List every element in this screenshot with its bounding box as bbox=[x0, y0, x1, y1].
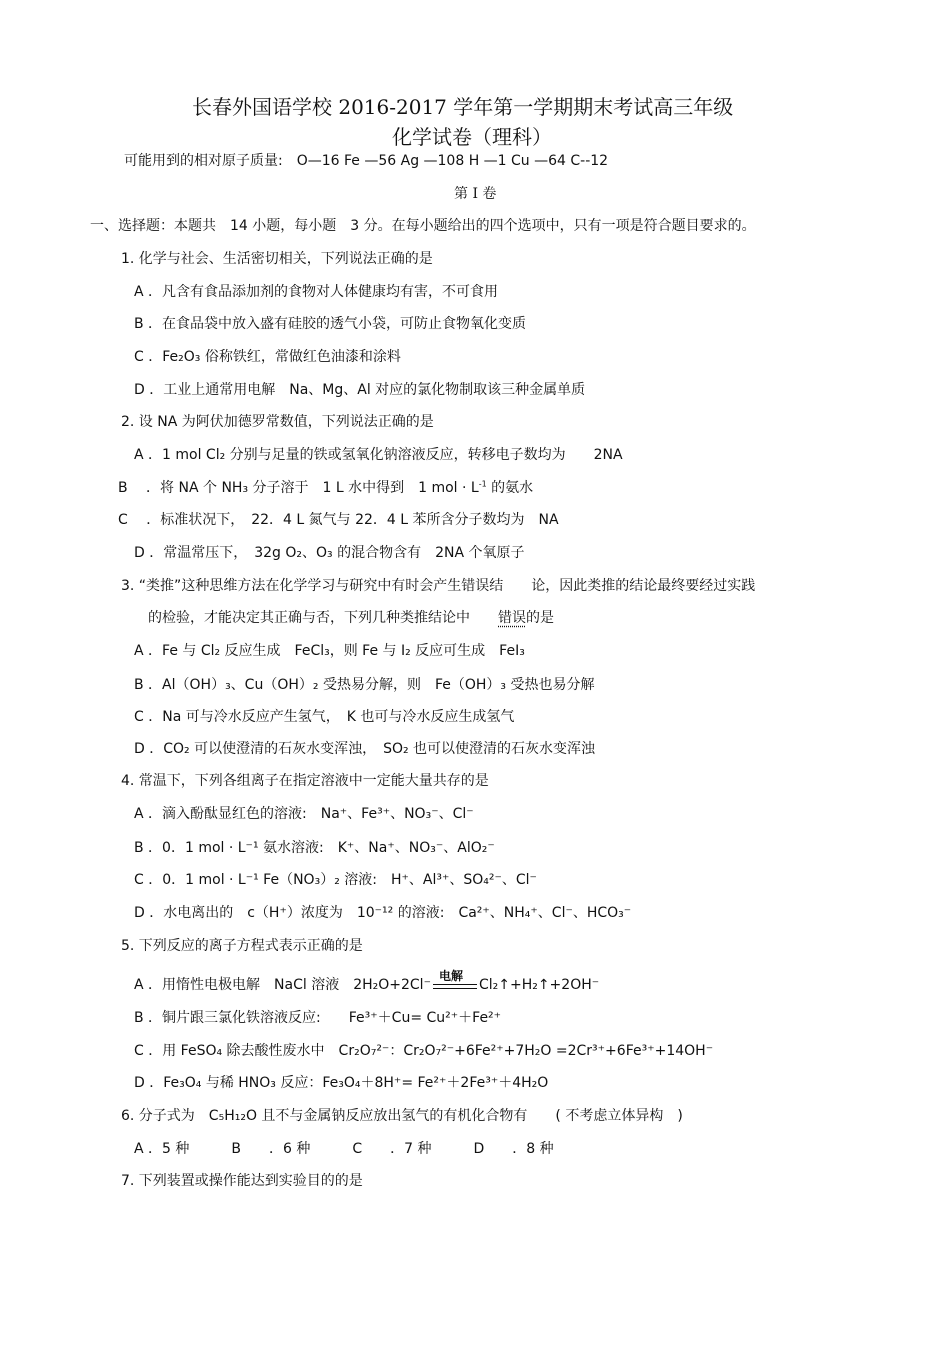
q2-option-b-sup: -1 bbox=[478, 479, 487, 489]
q5-stem: 5. 下列反应的离子方程式表示正确的是 bbox=[121, 938, 363, 954]
q6-options: A ．5 种 B ．6 种 C ．7 种 D ．8 种 bbox=[134, 1141, 554, 1157]
q3-option-c: C ．Na 可与冷水反应产生氢气， K 也可与冷水反应生成氢气 bbox=[134, 709, 515, 725]
arrow-bar-bottom bbox=[433, 988, 477, 989]
q4-option-c: C ．0．1 mol · L⁻¹ Fe（NO₃）₂ 溶液: H⁺、Al³⁺、SO₄²⁻、Cl⁻ bbox=[134, 872, 537, 888]
q3-stem-1: 3. “类推”这种思维方法在化学学习与研究中有时会产生错误结 论，因此类推的结论最终要经过实践 bbox=[121, 578, 756, 594]
q3-stem-2 bbox=[148, 608, 554, 628]
q2-option-c: C ．标准状况下， 22．4 L 氮气与 22．4 L 苯所含分子数均为 NA bbox=[118, 512, 559, 528]
q7-stem: 7. 下列装置或操作能达到实验目的的是 bbox=[121, 1173, 363, 1189]
title-line-2: 化学试卷（理科） bbox=[392, 125, 552, 149]
volume-label: 第 I 卷 bbox=[454, 186, 497, 202]
q5-option-a-products: Cl₂↑+H₂↑+2OH⁻ bbox=[478, 977, 600, 993]
title-line-1: 长春外国语学校 2016-2017 学年第一学期期末考试高三年级 bbox=[192, 95, 734, 119]
q3-stem-2-tail: 的是 bbox=[526, 610, 554, 626]
q1-option-d: D ．工业上通常用电解 Na、Mg、Al 对应的氯化物制取该三种金属单质 bbox=[134, 382, 586, 398]
q4-stem: 4. 常温下，下列各组离子在指定溶液中一定能大量共存的是 bbox=[121, 773, 489, 789]
q1-option-c: C ．Fe₂O₃ 俗称铁红，常做红色油漆和涂料 bbox=[134, 349, 401, 365]
q2-stem: 2. 设 NA 为阿伏加德罗常数值，下列说法正确的是 bbox=[121, 414, 434, 430]
q5-option-b: B ．铜片跟三氯化铁溶液反应: Fe³⁺＋Cu= Cu²⁺＋Fe²⁺ bbox=[134, 1010, 502, 1026]
q2-option-b-tail: 的氨水 bbox=[486, 480, 534, 496]
arrow-bar-top bbox=[433, 984, 477, 985]
q3-option-a: A ．Fe 与 Cl₂ 反应生成 FeCl₃，则 Fe 与 I₂ 反应可生成 FeI₃ bbox=[134, 643, 525, 659]
q4-option-b: B ．0．1 mol · L⁻¹ 氨水溶液: K⁺、Na⁺、NO₃⁻、AlO₂⁻ bbox=[134, 840, 495, 856]
q4-option-a: A ．滴入酚酞显红色的溶液: Na⁺、Fe³⁺、NO₃⁻、Cl⁻ bbox=[134, 806, 474, 822]
q1-option-a: A ．凡含有食品添加剂的食物对人体健康均有害，不可食用 bbox=[134, 284, 499, 300]
q3-stem-2-text: 的检验，才能决定其正确与否，下列几种类推结论中 bbox=[148, 610, 498, 626]
q5-option-d: D ．Fe₃O₄ 与稀 HNO₃ 反应：Fe₃O₄＋8H⁺= Fe²⁺＋2Fe³⁺＋4H₂O bbox=[134, 1075, 549, 1091]
section-heading: 一、选择题：本题共 14 小题，每小题 3 分。在每小题给出的四个选项中，只有一项是符合题目要求的。 bbox=[90, 218, 756, 234]
electrolysis-arrow bbox=[433, 969, 477, 992]
atomic-masses: 可能用到的相对原子质量: O—16 Fe —56 Ag —108 H —1 Cu —64 C--12 bbox=[124, 153, 609, 169]
q5-option-c: C ．用 FeSO₄ 除去酸性废水中 Cr₂O₇²⁻：Cr₂O₇²⁻+6Fe²⁺+7H₂O =2Cr³⁺+6Fe³⁺+14OH⁻ bbox=[134, 1043, 714, 1059]
q2-option-a: A ．1 mol Cl₂ 分别与足量的铁或氢氧化钠溶液反应，转移电子数均为 2NA bbox=[134, 447, 623, 463]
q2-option-b-text: B ．将 NA 个 NH₃ 分子溶于 1 L 水中得到 1 mol · L bbox=[118, 480, 479, 496]
q1-option-b: B ．在食品袋中放入盛有硅胶的透气小袋，可防止食物氧化变质 bbox=[134, 316, 527, 332]
q2-option-b bbox=[118, 478, 533, 498]
q6-stem: 6. 分子式为 C₅H₁₂O 且不与金属钠反应放出氢气的有机化合物有 ( 不考虑立体异构 ) bbox=[121, 1108, 683, 1124]
q4-option-d: D ．水电离出的 c（H⁺）浓度为 10⁻¹² 的溶液: Ca²⁺、NH₄⁺、Cl⁻、HCO₃⁻ bbox=[134, 905, 632, 921]
q2-option-d: D ．常温常压下， 32g O₂、O₃ 的混合物含有 2NA 个氧原子 bbox=[134, 545, 525, 561]
q5-option-a-text: A ．用惰性电极电解 NaCl 溶液 2H₂O+2Cl⁻ bbox=[134, 977, 431, 993]
q3-option-d: D ．CO₂ 可以使澄清的石灰水变浑浊， SO₂ 也可以使澄清的石灰水变浑浊 bbox=[134, 741, 596, 757]
electrolysis-condition: 电解 bbox=[438, 969, 463, 983]
q3-emphasis: 错误 bbox=[498, 610, 526, 626]
q3-option-b: B ．Al（OH）₃、Cu（OH）₂ 受热易分解，则 Fe（OH）₃ 受热也易分解 bbox=[134, 677, 595, 693]
q5-option-a bbox=[134, 969, 600, 995]
q1-stem: 1. 化学与社会、生活密切相关，下列说法正确的是 bbox=[121, 251, 433, 267]
